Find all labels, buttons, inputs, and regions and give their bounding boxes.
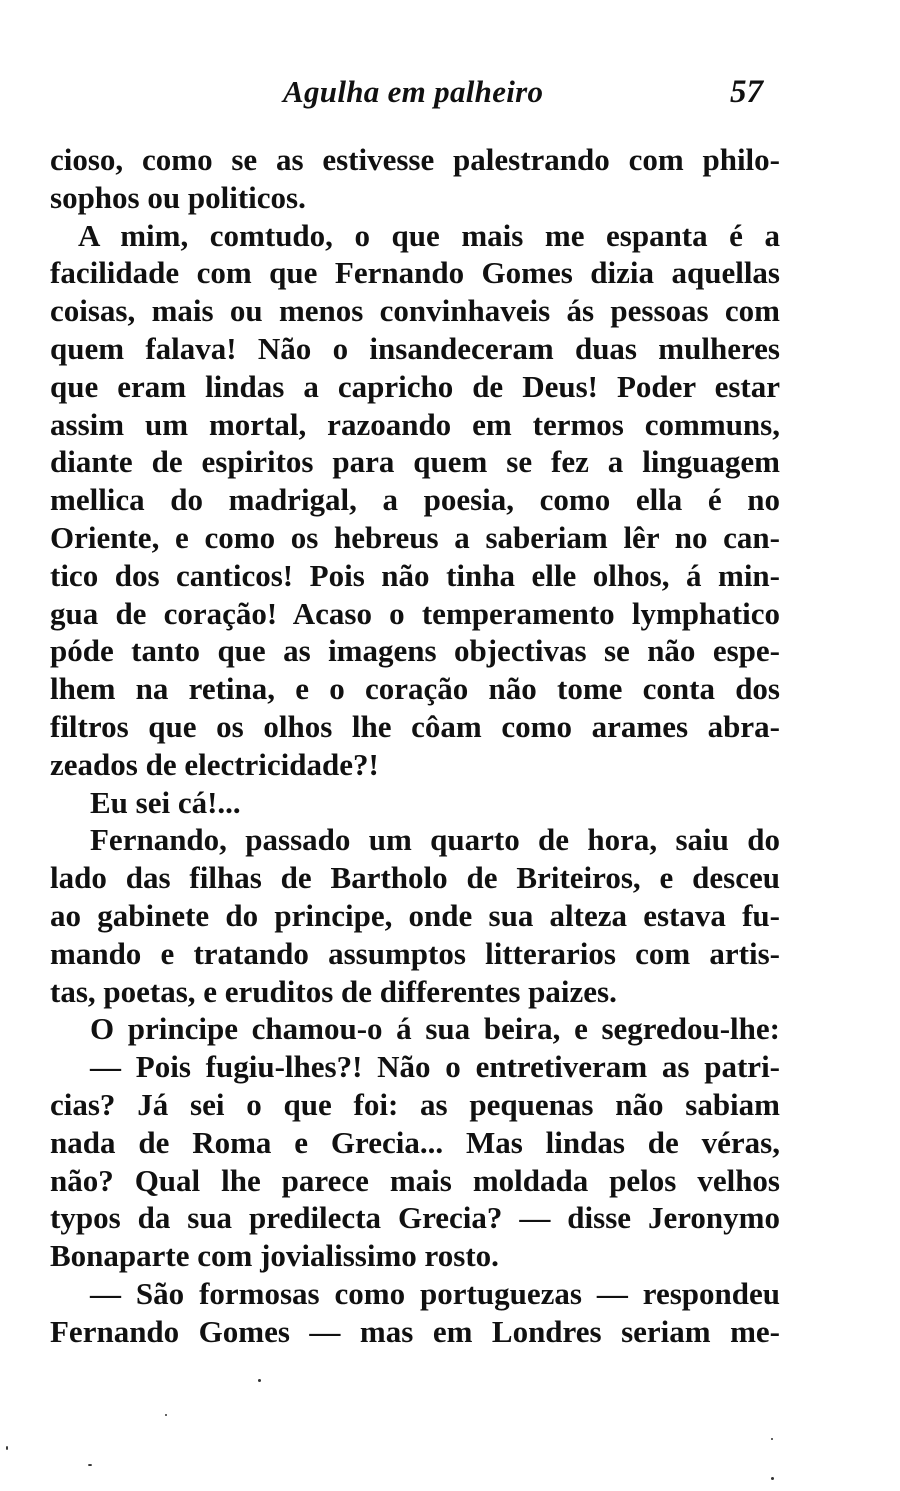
text-line: lhem na retina, e o coração não tome conta dos [50, 671, 780, 707]
text-line: póde tanto que as imagens objectivas se não espe- [50, 633, 780, 669]
text-line: que eram lindas a capricho de Deus! Poder estar [50, 368, 780, 404]
text-line: quem falava! Não o insandeceram duas mulheres [50, 330, 780, 366]
text-line: O principe chamou-o á sua beira, e segredou-lhe: [90, 1011, 780, 1047]
page-number: 57 [730, 74, 763, 110]
text-line: — São formosas como portuguezas — respondeu [90, 1275, 780, 1311]
text-line: Oriente, e como os hebreus a saberiam lêr no can- [50, 519, 780, 555]
text-line: mellica do madrigal, a poesia, como ella é no [50, 482, 780, 518]
text-line: ao gabinete do principe, onde sua alteza estava fu- [50, 897, 780, 933]
text-line: tico dos canticos! Pois não tinha elle olhos, á min- [50, 557, 780, 593]
text-line: cioso, como se as estivesse palestrando com philo- [50, 142, 780, 177]
text-line: nada de Roma e Grecia... Mas lindas de véras, [50, 1124, 780, 1160]
text-line: sophos ou politicos. [50, 179, 306, 215]
scan-speck [771, 1477, 774, 1480]
text-line: Fernando Gomes — mas em Londres seriam me- [50, 1313, 780, 1349]
text-line: zeados de electricidade?! [50, 746, 379, 782]
scan-speck [88, 1464, 92, 1466]
text-line: mando e tratando assumptos litterarios com artis- [50, 935, 780, 971]
running-title: Agulha em palheiro [283, 74, 544, 109]
text-line: lado das filhas de Bartholo de Briteiros, e desceu [50, 860, 780, 896]
text-line: facilidade com que Fernando Gomes dizia aquellas [50, 255, 780, 291]
text-line: — Pois fugiu-lhes?! Não o entretiveram as patri- [90, 1049, 780, 1085]
text-line: cias? Já sei o que foi: as pequenas não sabiam [50, 1086, 780, 1122]
text-line: diante de espiritos para quem se fez a linguagem [50, 444, 780, 480]
text-line: coisas, mais ou menos convinhaveis ás pessoas com [50, 293, 780, 329]
scan-speck [165, 1414, 167, 1416]
scan-speck [771, 1438, 773, 1440]
text-line: não? Qual lhe parece mais moldada pelos velhos [50, 1162, 780, 1198]
body-text [50, 141, 780, 1351]
scan-speck [6, 1446, 8, 1450]
text-line: Eu sei cá!... [90, 784, 241, 820]
text-line: A mim, comtudo, o que mais me espanta é a [78, 217, 780, 253]
scan-speck [258, 1379, 261, 1382]
text-line: filtros que os olhos lhe côam como arames abra- [50, 708, 780, 744]
text-line: Bonaparte com jovialissimo rosto. [50, 1238, 499, 1274]
text-line: gua de coração! Acaso o temperamento lymphatico [50, 595, 780, 631]
text-line: assim um mortal, razoando em termos communs, [50, 406, 780, 442]
text-line: typos da sua predilecta Grecia? — disse Jeronymo [50, 1200, 780, 1236]
text-line: tas, poetas, e eruditos de differentes paizes. [50, 973, 617, 1009]
running-head [0, 74, 900, 124]
text-line: Fernando, passado um quarto de hora, saiu do [90, 822, 780, 858]
